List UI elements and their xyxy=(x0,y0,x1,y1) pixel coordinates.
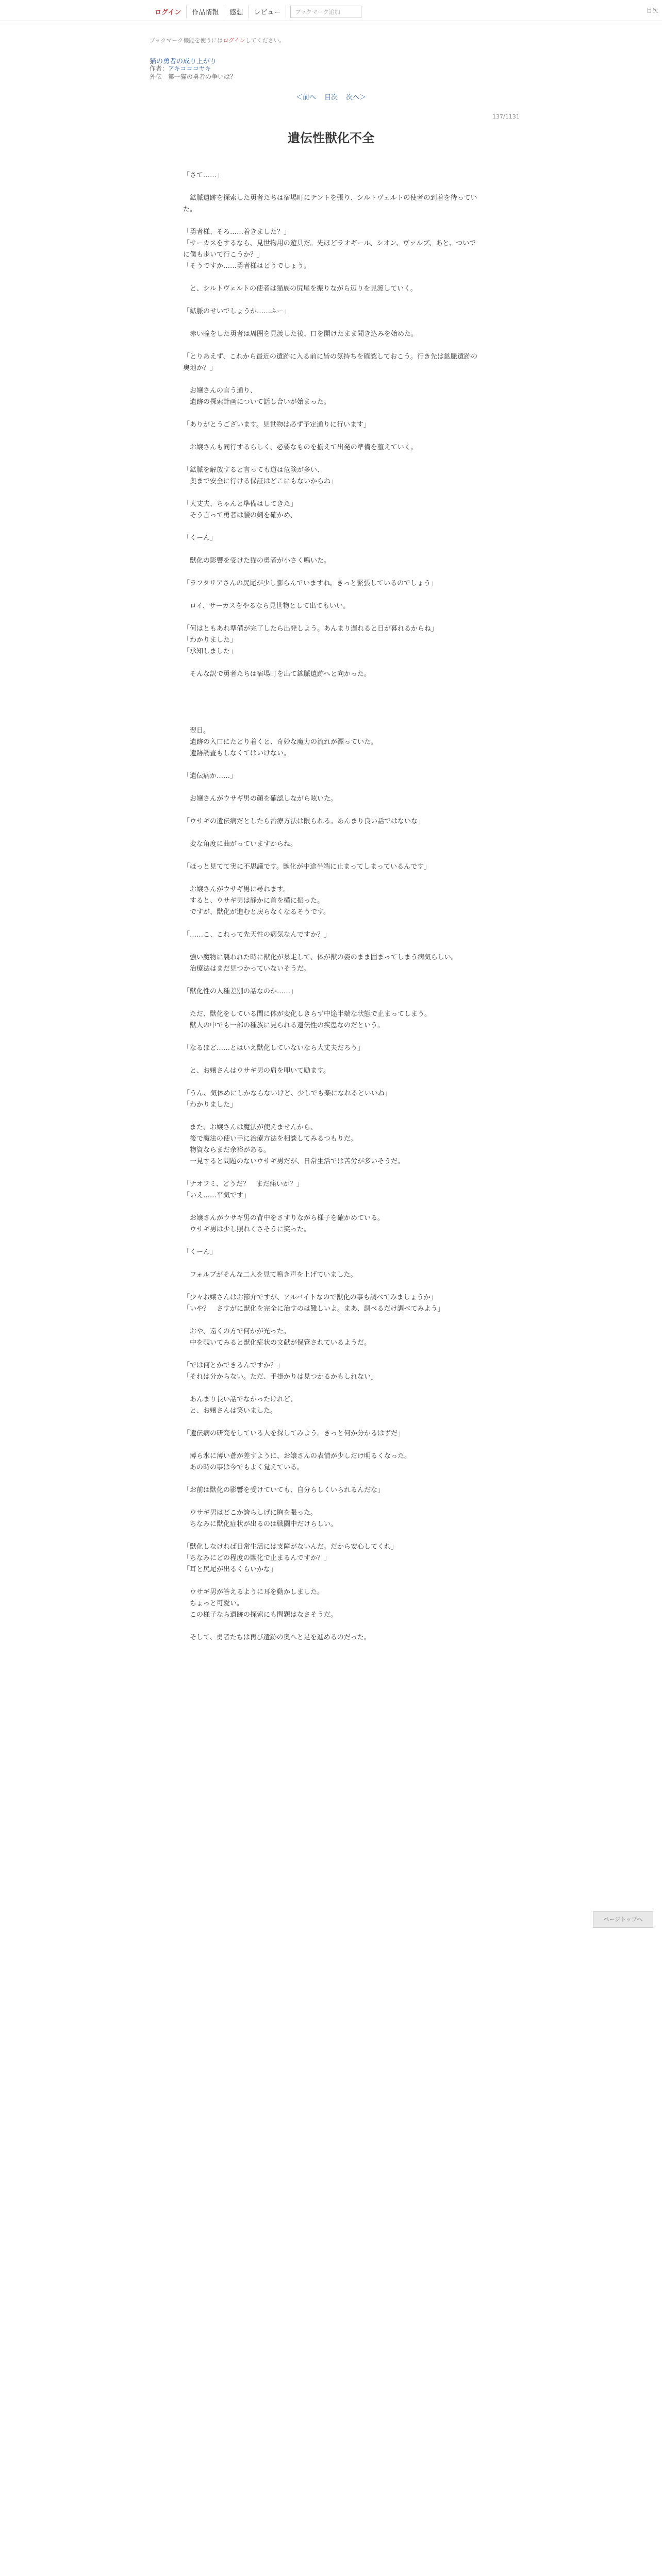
novel-paragraph: お嬢さんがウサギ男の顔を確認しながら呟いた。 xyxy=(183,795,338,803)
novel-paragraph: 赤い瞳をした勇者は周囲を見渡した後、口を開けたまま聞き込みを始めた。 xyxy=(183,330,418,338)
novel-paragraph xyxy=(183,589,479,601)
subtitle-line: 外伝 第一猫の勇者の争いは？ xyxy=(150,73,237,80)
top-menu-bar xyxy=(0,0,662,21)
novel-paragraph xyxy=(183,873,479,884)
novel-paragraph xyxy=(183,1167,479,1179)
novel-paragraph: 「わかりました」 xyxy=(183,1101,237,1109)
novel-paragraph xyxy=(183,567,479,578)
novel-paragraph xyxy=(183,997,479,1009)
novel-paragraph: そう言って勇者は腰の剣を確かめ、 xyxy=(183,512,297,519)
novel-paragraph xyxy=(183,1439,479,1451)
novel-paragraph xyxy=(183,1315,479,1326)
novel-paragraph: 「耳と尻尾が出るくらいかな」 xyxy=(183,1566,277,1573)
novel-paragraph: ウサギ男はどこか誇らしげに胸を張った。 xyxy=(183,1509,318,1517)
next-chapter-link[interactable]: 次へ＞ xyxy=(346,94,367,101)
novel-paragraph: 「遺伝病か……」 xyxy=(183,772,237,780)
chapter-title: 遺伝性獣化不全 xyxy=(288,131,374,145)
novel-paragraph: 「とりあえず、これから最近の遺跡に入る前に皆の気持ちを確認しておこう。行き先は鉱脈遺跡の奥地か？」 xyxy=(183,353,477,372)
novel-paragraph: 物資ならまだ余裕がある。 xyxy=(183,1146,271,1154)
novel-paragraph: ロイ、サーカスをやるなら見世物として出てもいい。 xyxy=(183,602,350,610)
novel-paragraph xyxy=(183,1201,479,1213)
novel-paragraph: 「くーん」 xyxy=(183,1248,217,1256)
toc-link[interactable]: 目次 xyxy=(647,7,658,14)
novel-paragraph xyxy=(183,295,479,306)
menu-item-review[interactable]: レビュー xyxy=(249,5,286,18)
novel-paragraph: 変な角度に曲がっていますからね。 xyxy=(183,840,297,848)
novel-paragraph xyxy=(183,657,479,669)
novel-paragraph: と、お嬢さんはウサギ男の肩を叩いて励ます。 xyxy=(183,1067,330,1075)
novel-paragraph: 「鉱脈のせいでしょうか……ふー」 xyxy=(183,308,291,315)
menu-item-impressions[interactable]: 感想 xyxy=(224,5,249,18)
novel-paragraph xyxy=(183,703,479,714)
novel-paragraph: 獣人の中でも一部の種族に見られる遺伝性の疾患なのだという。 xyxy=(183,1022,385,1029)
novel-paragraph: 「ナオフミ、どうだ？ まだ痛いか？」 xyxy=(183,1180,303,1188)
novel-paragraph: 「承知しました」 xyxy=(183,648,237,655)
novel-paragraph: ですが、獣化が進むと戻らなくなるそうです。 xyxy=(183,908,330,916)
novel-paragraph: 「わかりました」 xyxy=(183,636,237,644)
menu-item-work-info[interactable]: 作品情報 xyxy=(187,5,224,18)
bookmark-login-note xyxy=(150,36,285,44)
novel-paragraph xyxy=(183,1281,479,1292)
novel-paragraph xyxy=(183,975,479,986)
novel-paragraph xyxy=(183,1530,479,1541)
novel-paragraph xyxy=(183,691,479,703)
novel-paragraph: 「サーカスをするなら、見世物用の遊具だ。先ほどラオギール、シオン、ヴァルブ、あと、ついでに僕も歩いて行こうか？」 xyxy=(183,240,476,259)
novel-paragraph: 「勇者様、そろ……着きました？」 xyxy=(183,228,291,236)
novel-paragraph: 中を覗いてみると獣化症状の文献が保管されているようだ。 xyxy=(183,1339,371,1347)
novel-paragraph: 「それは分からない。ただ、手掛かりは見つかるかもしれない」 xyxy=(183,1373,378,1381)
novel-paragraph xyxy=(183,408,479,419)
novel-paragraph xyxy=(183,1235,479,1247)
novel-paragraph xyxy=(183,521,479,533)
novel-paragraph: 「大丈夫、ちゃんと準備はしてきた」 xyxy=(183,500,297,508)
novel-paragraph: 遺跡の入口にたどり着くと、奇妙な魔力の流れが漂っていた。 xyxy=(183,738,378,746)
novel-paragraph: 「お前は獣化の影響を受けていても、自分らしくいられるんだな」 xyxy=(183,1486,385,1494)
novel-paragraph: 「さて……」 xyxy=(183,172,224,179)
novel-paragraph: 「鉱脈を解放すると言っても道は危険が多い、 xyxy=(183,466,324,474)
novel-paragraph: 「……こ、これって先天性の病気なんですか？」 xyxy=(183,931,331,939)
novel-paragraph: ただ、獣化をしている間に体が変化しきらず中途半端な状態で止まってしまう。 xyxy=(183,1010,432,1018)
novel-paragraph: 後で魔法の使い手に治療方法を相談してみるつもりだ。 xyxy=(183,1135,357,1143)
novel-paragraph xyxy=(183,1054,479,1065)
novel-paragraph xyxy=(183,759,479,771)
novel-paragraph: 「何はともあれ準備が完了したら出発しよう。あんまり遅れると日が暮れるからね」 xyxy=(183,625,438,633)
add-bookmark-button[interactable]: ブックマーク追加 xyxy=(290,6,361,18)
novel-paragraph: そして、勇者たちは再び遺跡の奥へと足を進めるのだった。 xyxy=(183,1634,371,1641)
top-menu xyxy=(150,5,361,18)
novel-paragraph: 遺跡の探索計画について話し合いが始まった。 xyxy=(183,398,330,406)
novel-paragraph xyxy=(183,1111,479,1122)
novel-paragraph: と、シルトヴェルトの使者は猫族の尻尾を振りながら辺りを見渡していく。 xyxy=(183,285,417,293)
novel-paragraph: 一見すると問題のないウサギ男だが、日常生活では苦労が多いそうだ。 xyxy=(183,1158,405,1165)
novel-paragraph xyxy=(183,340,479,351)
novel-paragraph: 遺跡調査もしなくてはいけない。 xyxy=(183,750,291,757)
novel-paragraph: お嬢さんの言う通り、 xyxy=(183,387,257,395)
login-link-inline[interactable]: ログイン xyxy=(223,37,245,44)
novel-paragraph xyxy=(183,1258,479,1269)
author-label: 作者： xyxy=(150,65,169,72)
novel-paragraph xyxy=(183,827,479,839)
novel-paragraph: 「ラフタリアさんの尻尾が少し膨らんでいますね。きっと緊張しているのでしょう」 xyxy=(183,580,438,587)
novel-paragraph xyxy=(183,272,479,283)
pager-top xyxy=(0,92,662,101)
novel-paragraph xyxy=(183,1621,479,1632)
novel-paragraph xyxy=(183,782,479,793)
novel-paragraph: お嬢さんも同行するらしく、必要なものを揃えて出発の準備を整えていく。 xyxy=(183,444,418,451)
novel-paragraph: 鉱脈遺跡を探索した勇者たちは宿場町にテントを張り、シルトヴェルトの使者の到着を待っていた。 xyxy=(183,194,477,213)
novel-paragraph xyxy=(183,918,479,929)
novel-paragraph xyxy=(183,850,479,861)
novel-paragraph: この様子なら遺跡の探索にも問題はなさそうだ。 xyxy=(183,1611,338,1619)
novel-paragraph: 「獣化性の人種差別の話なのか……」 xyxy=(183,988,297,995)
series-title-link[interactable]: 猫の勇者の成り上がり xyxy=(150,58,217,65)
novel-paragraph: お嬢さんがウサギ男に尋ねます。 xyxy=(183,886,290,893)
novel-paragraph: 「ウサギの遺伝病だとしたら治療方法は限られる。あんまり良い話ではないな」 xyxy=(183,818,425,825)
novel-paragraph: 獣化の影響を受けた猫の勇者が小さく鳴いた。 xyxy=(183,557,331,565)
novel-paragraph xyxy=(183,453,479,465)
novel-paragraph: おや、遠くの方で何かが光った。 xyxy=(183,1328,290,1335)
novel-paragraph: 「いえ……平気です」 xyxy=(183,1192,251,1199)
novel-paragraph: 「では何とかできるんですか？」 xyxy=(183,1362,284,1369)
author-link[interactable]: アキコココヤキ xyxy=(168,65,211,72)
novel-paragraph xyxy=(183,680,479,691)
novel-paragraph: また、お嬢さんは魔法が使えませんから、 xyxy=(183,1124,318,1131)
novel-paragraph xyxy=(183,487,479,499)
novel-paragraph: 「なるほど……とはいえ獣化していないなら大丈夫だろう」 xyxy=(183,1044,365,1052)
novel-paragraph xyxy=(183,1417,479,1428)
novel-paragraph xyxy=(183,374,479,385)
novel-paragraph xyxy=(183,1077,479,1088)
novel-paragraph: 強い魔物に襲われた時に獣化が暴走して、体が獣の姿のまま固まってしまう病気らしい。 xyxy=(183,954,458,961)
novel-paragraph: あんまり長い話でなかったけれど、 xyxy=(183,1396,297,1403)
novel-paragraph xyxy=(183,1349,479,1360)
novel-paragraph xyxy=(183,1031,479,1043)
novel-paragraph: 「いや？ さすがに獣化を完全に治すのは難しいよ。まあ、調べるだけ調べてみよう」 xyxy=(183,1305,444,1313)
novel-paragraph xyxy=(183,1473,479,1485)
novel-paragraph: お嬢さんがウサギ男の背中をさすりながら様子を確かめている。 xyxy=(183,1214,385,1222)
novel-paragraph: 奥まで安全に行ける保証はどこにもないからね」 xyxy=(183,478,338,485)
toc-link-top[interactable]: 目次 xyxy=(324,94,338,101)
novel-paragraph: 薄ら氷に薄い蒼が差すように、お嬢さんの表情が少しだけ明るくなった。 xyxy=(183,1452,411,1460)
novel-paragraph: 「ほっと見てて実に不思議です。獣化が中途半端に止まってしまっているんです」 xyxy=(183,863,431,871)
chapter-number: 137/1131 xyxy=(492,113,520,120)
novel-paragraph: と、お嬢さんは笑いました。 xyxy=(183,1407,277,1415)
novel-paragraph: あの時の事は今でもよく覚えている。 xyxy=(183,1464,304,1471)
novel-paragraph xyxy=(183,714,479,725)
novel-paragraph xyxy=(183,941,479,952)
novel-paragraph: フォルブがそんな二人を見て鳴き声を上げていました。 xyxy=(183,1271,357,1279)
novel-paragraph xyxy=(183,431,479,442)
novel-paragraph xyxy=(183,215,479,227)
novel-paragraph: 翌日。 xyxy=(183,727,210,735)
novel-paragraph xyxy=(183,805,479,816)
novel-paragraph: 「そうですか……勇者様はどうでしょう。 xyxy=(183,262,311,270)
novel-paragraph: ウサギ男は少し照れくさそうに笑った。 xyxy=(183,1226,311,1233)
novel-paragraph: 治療法はまだ見つかっていないそうだ。 xyxy=(183,965,311,973)
novel-paragraph: ちょっと可愛い。 xyxy=(183,1600,244,1607)
novel-paragraph: 「獣化しなければ日常生活には支障がないんだ。だから安心してくれ」 xyxy=(183,1543,398,1551)
novel-paragraph xyxy=(183,544,479,555)
novel-body xyxy=(183,170,479,1643)
novel-paragraph: 「うん、気休めにしかならないけど、少しでも楽になれるといいね」 xyxy=(183,1090,391,1097)
prev-chapter-link[interactable]: ＜前へ xyxy=(295,94,316,101)
novel-paragraph: ウサギ男が答えるように耳を動かしました。 xyxy=(183,1588,324,1596)
login-link[interactable]: ログイン xyxy=(150,5,187,18)
novel-paragraph: 「ちなみにどの程度の獣化で止まるんですか？」 xyxy=(183,1554,331,1562)
novel-paragraph: 「くーん」 xyxy=(183,534,217,542)
novel-paragraph: 「ありがとうございます。見世物は必ず予定通りに行います」 xyxy=(183,421,370,429)
novel-paragraph: そんな訳で勇者たちは宿場町を出て鉱脈遺跡へと向かった。 xyxy=(183,670,371,678)
novel-paragraph xyxy=(183,1496,479,1507)
bookmark-note-text: ブックマーク機能を使うにはログインしてください。 xyxy=(150,37,285,44)
novel-paragraph xyxy=(183,1383,479,1394)
novel-paragraph xyxy=(183,317,479,329)
novel-paragraph: ちなみに獣化症状が出るのは戦闘中だけらしい。 xyxy=(183,1520,338,1528)
page-top-button[interactable]: ページトップへ xyxy=(593,1911,653,1928)
novel-paragraph xyxy=(183,181,479,193)
novel-paragraph xyxy=(183,1575,479,1587)
novel-paragraph: 「少々お嬢さんはお節介ですが、アルバイトなので獣化の事も調べてみましょうか」 xyxy=(183,1294,437,1301)
novel-paragraph xyxy=(183,612,479,623)
author-line xyxy=(150,64,211,73)
novel-paragraph: 「遺伝病の研究をしている人を探してみよう。きっと何か分かるはずだ」 xyxy=(183,1430,405,1437)
novel-paragraph: すると、ウサギ男は静かに首を横に振った。 xyxy=(183,897,324,905)
